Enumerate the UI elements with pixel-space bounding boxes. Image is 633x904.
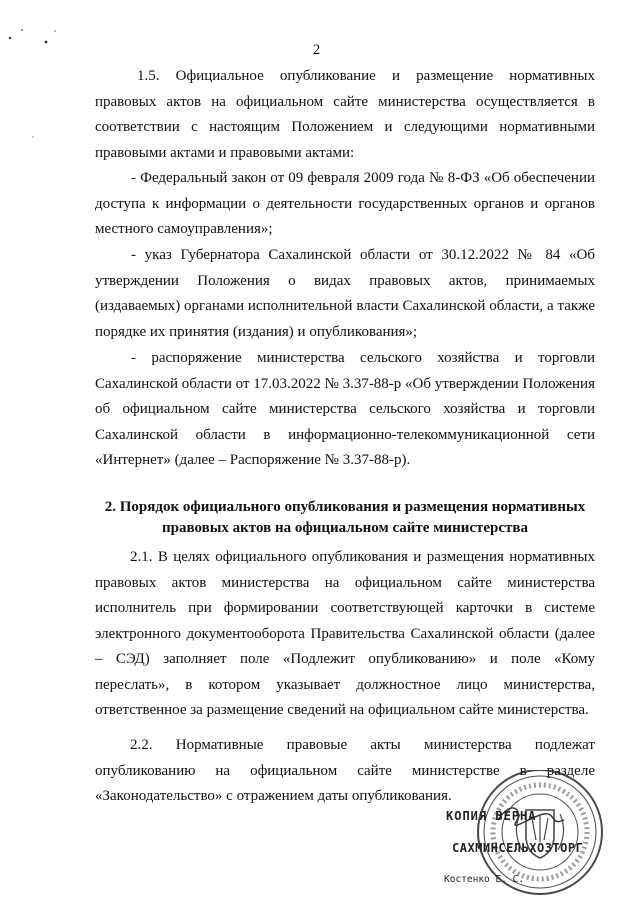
stamp-line-1: КОПИЯ ВЕРНА [446, 809, 537, 823]
official-seal-stamp [440, 770, 630, 900]
heading-line-1: 2. Порядок официального опубликования и размещения нормативных [104, 499, 586, 515]
section-2-1 [95, 545, 595, 724]
paragraph-2-2: 2.2. Нормативные правовые акты министерства подлежат опубликованию на официальном сайте министерстве в разделе «Законодательство» с отражением даты опубликования. [95, 737, 595, 804]
paragraph-1-5: 1.5. Официальное опубликование и размещение нормативных правовых актов на официальном сайте министерства осуществляется в соответствии с настоящим Положением и следующими нормативными правовыми актами и правовыми актами: [95, 68, 595, 161]
bullet-governor-decree: - указ Губернатора Сахалинской области от 30.12.2022 № 84 «Об утверждении Положения о видах правовых актов, принимаемых (издаваемых) органами исполнительной власти Сахалинской области, а также порядке их принятия (издания) и опубликования»; [95, 247, 595, 340]
bullet-ministry-order: - распоряжение министерства сельского хозяйства и торговли Сахалинской области от 17.03.2022 № 3.37-88-р «Об утверждении Положения об официальном сайте министерства сельского хозяйства и торговли Сахалинской области в информационно-телекоммуникационной сети «Интернет» (далее – Распоряжение № 3.37-88-р). [95, 350, 595, 468]
stamp-line-2: САХМИНСЕЛЬХОЗТОРГ [452, 841, 584, 855]
stamp-line-3: Костенко Е. С. [444, 874, 525, 885]
paragraph-2-1: 2.1. В целях официального опубликования и размещения нормативных правовых актов министерства на официальном сайте министерства исполнитель при формировании соответствующей карточки в системе электронного документооборота Правительства Сахалинской области (далее – СЭД) заполняет поле «Подлежит опубликованию» и поле «Кому переслать», в котором указывает должностное лицо министерства, ответственное за размещение сведений на официальном сайте министерства. [95, 549, 595, 718]
heading-line-2: правовых актов на официальном сайте министерства [161, 520, 529, 536]
section-2-heading [95, 497, 595, 539]
list-item [95, 346, 595, 474]
section-1-5 [95, 64, 595, 166]
scan-specks [0, 0, 80, 160]
list-item [95, 243, 595, 345]
page-number: 2 [312, 42, 321, 58]
list-item [95, 166, 595, 243]
bullet-federal-law: - Федеральный закон от 09 февраля 2009 года № 8-ФЗ «Об обеспечении доступа к информации о деятельности государственных органов и органов местного самоуправления»; [95, 170, 595, 237]
